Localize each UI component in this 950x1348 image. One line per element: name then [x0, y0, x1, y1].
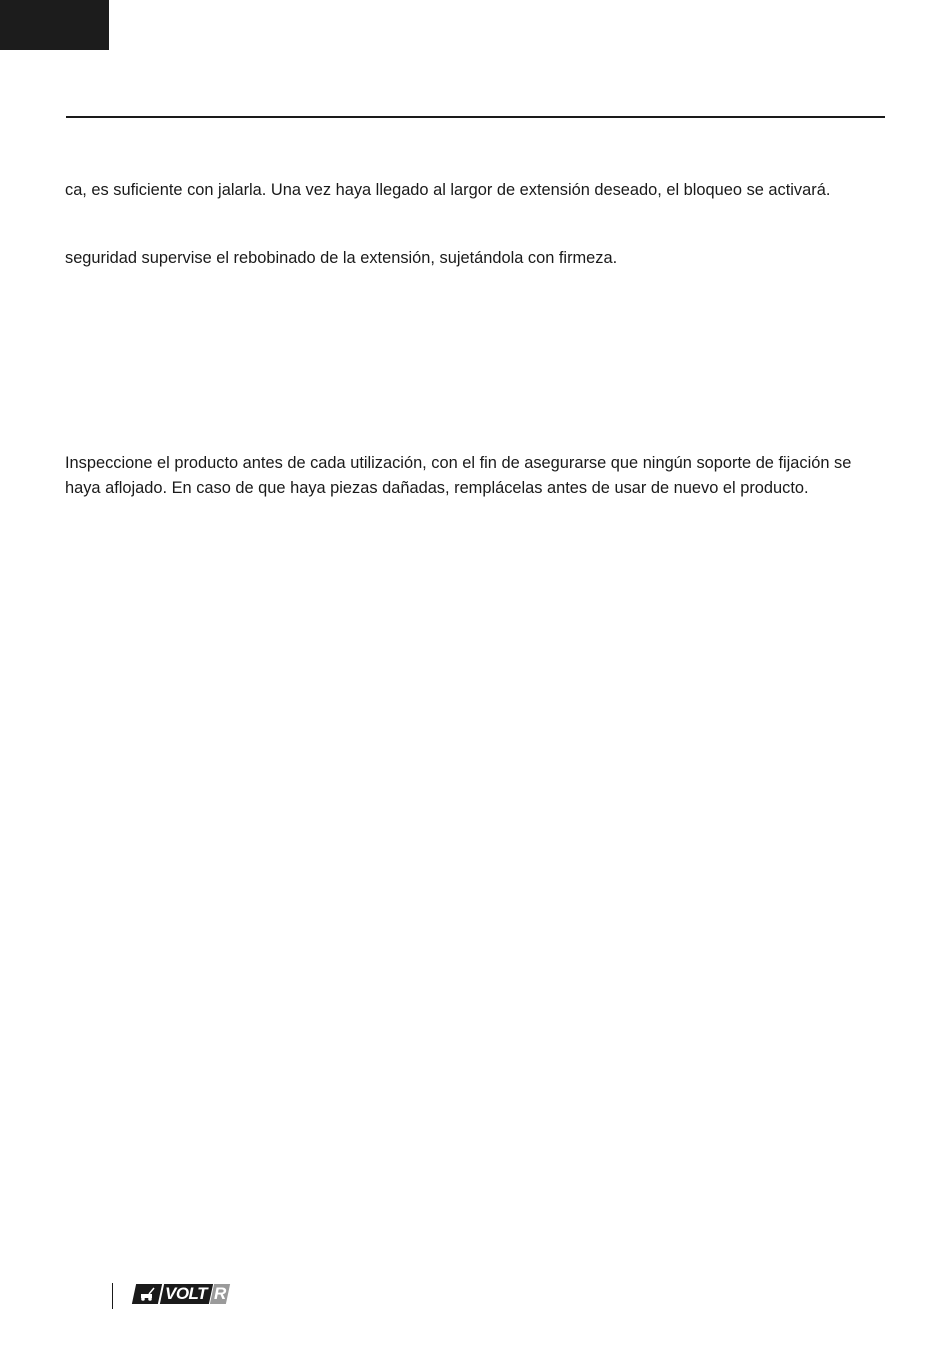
header-rule: [66, 116, 885, 118]
paragraph-inspection-text: Inspeccione el producto antes de cada utilización, con el fin de asegurarse que ningún soporte de fijación se haya aflojado. En caso de que haya piezas dañadas, remplácelas antes de usar de nuevo el producto.: [65, 454, 852, 497]
paragraph-inspection: [65, 451, 887, 501]
logo-text-main: VOLT: [160, 1284, 213, 1304]
paragraph-rewind-supervision: seguridad supervise el rebobinado de la extensión, sujetándola con firmeza.: [65, 249, 618, 267]
page-corner-tab: [0, 0, 109, 50]
footer-divider: [112, 1283, 113, 1309]
paragraph-extension-lock: ca, es suficiente con jalarla. Una vez haya llegado al largor de extensión deseado, el bloqueo se activará.: [65, 181, 831, 199]
logo-text-accent: R: [210, 1284, 230, 1304]
lawn-mower-icon: [132, 1284, 162, 1304]
brand-logo: [134, 1284, 228, 1304]
